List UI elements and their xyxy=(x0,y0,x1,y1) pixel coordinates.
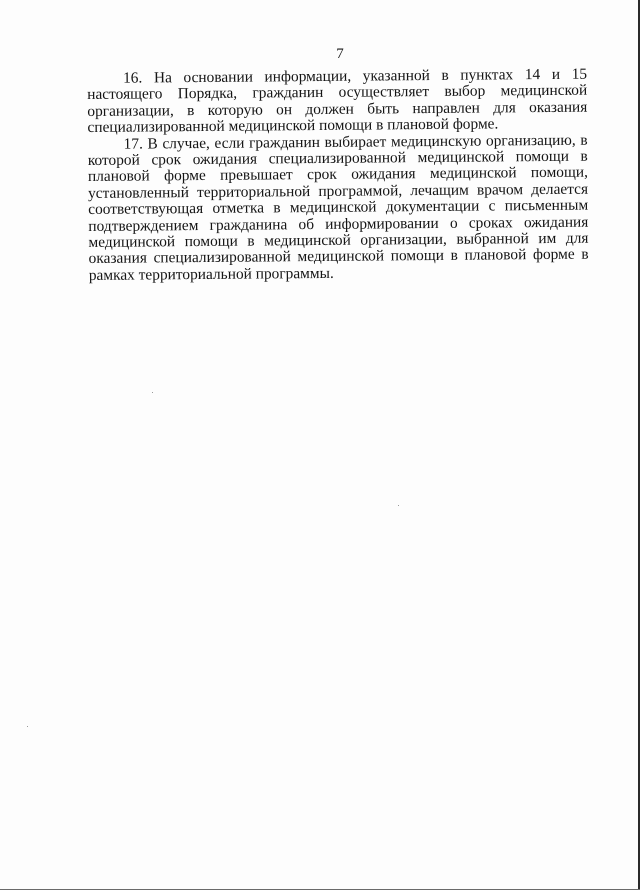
document-body xyxy=(87,67,589,285)
scan-speck xyxy=(27,726,28,727)
scan-speck xyxy=(152,392,153,393)
paragraph-17: 17. В случае, если гражданин выбирает медицинскую организацию, в которой срок ожидания специализированной медицинской помощи в плановой форме превышает срок ожидания медицинской помощи, установленный территориальной программой, лечащим врачом делается соответствующая отметка в медицинской документации с письменным подтверждением гражданина об информировании о сроках ожидания медицинской помощи в медицинской организации, выбранной им для оказания специализированной медицинской помощи в плановой форме в рамках территориальной программы. xyxy=(87,131,589,284)
scan-speck xyxy=(398,505,399,506)
page-number: 7 xyxy=(336,46,344,62)
paragraph-16: 16. На основании информации, указанной в пунктах 14 и 15 настоящего Порядка, гражданин осуществляет выбор медицинской организации, в которую он должен быть направлен для оказания специализированной медицинской помощи в плановой форме. xyxy=(87,65,588,137)
